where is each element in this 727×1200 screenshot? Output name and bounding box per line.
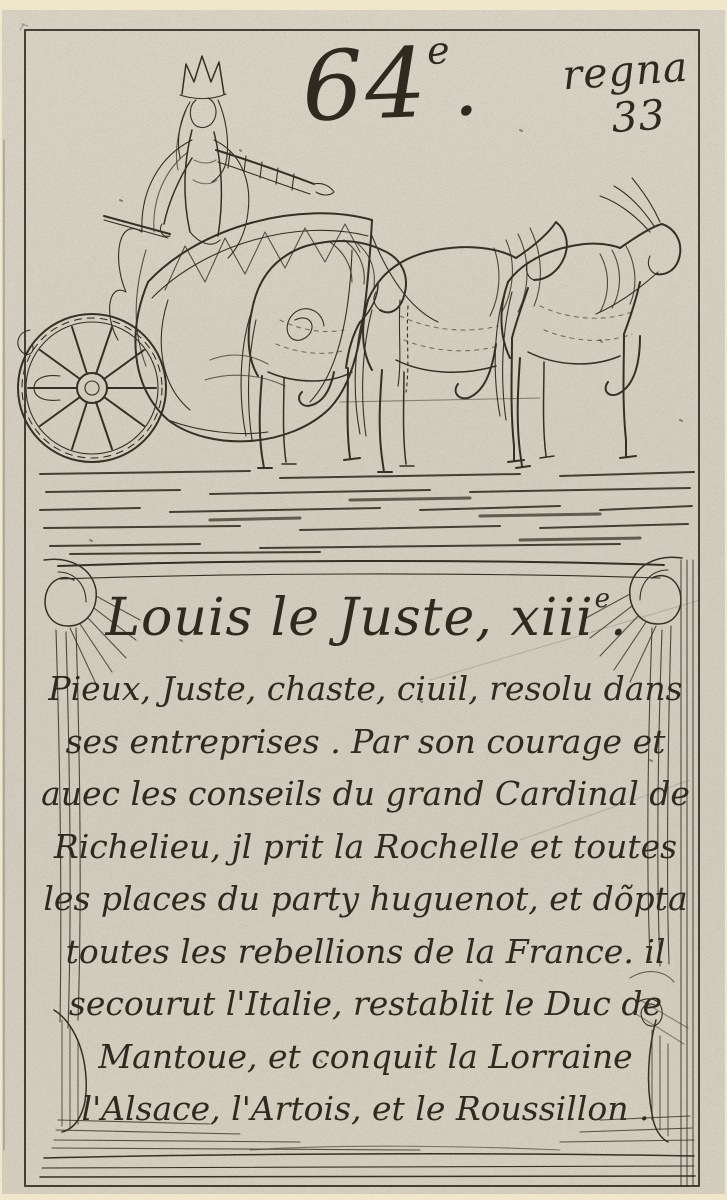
body-line: secourut l'Italie, restablit le Duc de [68,984,663,1023]
description-text [30,663,701,1136]
body-line: Pieux, Juste, chaste, ciuil, resolu dans [48,669,683,708]
title-period: . [609,588,628,648]
regna-value: 33 [609,90,668,143]
title-main: Louis le Juste, xiii [105,588,594,648]
body-line: ses entreprises . Par son courage et [65,721,666,761]
body-line: Mantoue, et conquit la Lorraine [98,1036,633,1076]
body-line: auec les conseils du grand Cardinal de [41,774,690,813]
body-line: Richelieu, jl prit la Rochelle et toutes [53,826,678,866]
card-number-ordinal-suffix: e [426,28,453,73]
body-line: l'Alsace, l'Artois, et le Roussillon . [81,1089,650,1128]
title-ordinal-suffix: e [594,584,611,614]
card-number [300,26,493,144]
body-line: les places du party huguenot, et dõpta [43,879,688,918]
card-number-value: 64 [300,26,431,144]
card-number-period: . [451,40,482,135]
regna-label: regna [560,42,690,100]
body-line: toutes les rebellions de la France. il [65,931,666,971]
card-title [36,578,697,667]
regna-annotation [549,43,705,145]
